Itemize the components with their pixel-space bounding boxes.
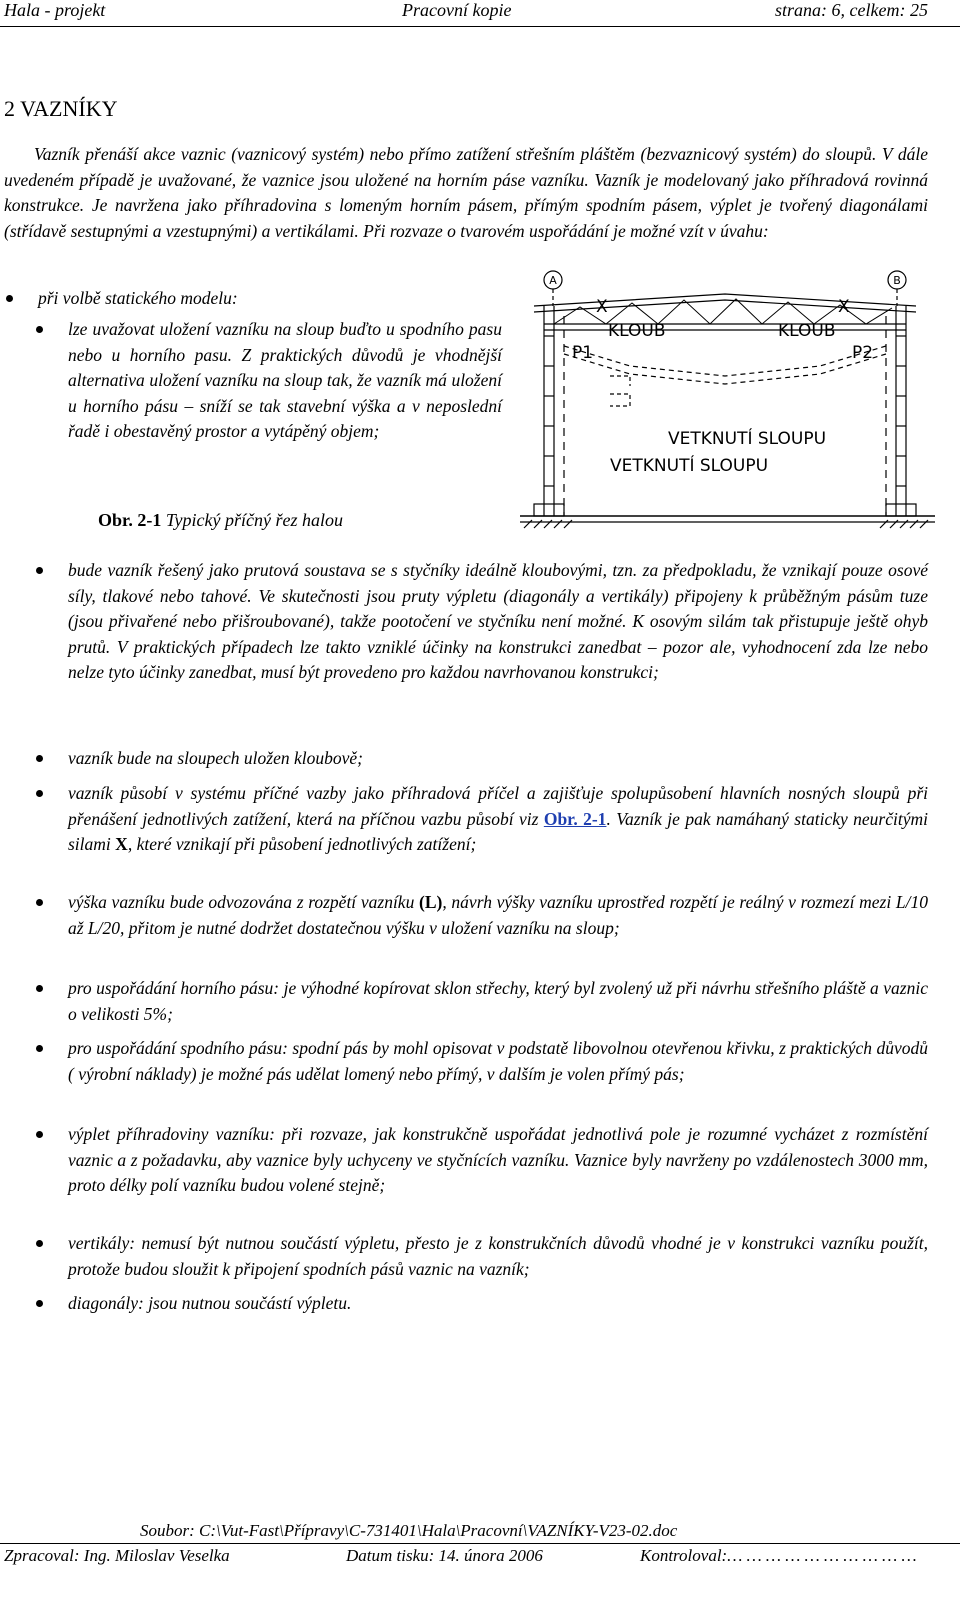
bullet-dot (36, 567, 43, 574)
bullet-truss-height (68, 890, 928, 941)
figure-caption (98, 510, 343, 531)
bullet-truss-model: bude vazník řešený jako prutová soustava se s styčníky ideálně kloubovými, tzn. za předpokladu, že vznikají pouze osové síly, tlakové nebo tahové. Ve skutečnosti jsou pruty výpletu (diagonály a vertikály) připojeny k průběžným pásům tuze (jsou přivařené nebo přišroubované), takže pootočení ve styčníku není možné. K osovým silám tak přistupuje ještě ohyb prutů. V praktických případech lze takto vzniklé účinky na konstrukci zanedbat – pozor ale, vyhodnocení zda lze nebo nelze tyto účinky zanedbat, musí být provedeno pro každou navrhovanou konstrukci; (68, 560, 928, 682)
kloub-right-label: KLOUB (778, 321, 836, 341)
bullet-dot (36, 790, 43, 797)
bullet-hinged: vazník bude na sloupech uložen kloubově; (68, 748, 363, 768)
p1-label: P1 (572, 343, 594, 363)
header-copy: Pracovní kopie (402, 0, 512, 20)
bullet-dot (6, 295, 13, 302)
axis-label-a: A (549, 274, 557, 287)
footer-print-date: Datum tisku: 14. února 2006 (346, 1546, 543, 1565)
bullet-support-text: lze uvažovat uložení vazníku na sloup buďto u spodního pasu nebo u horního pasu. Z praktických důvodů je vhodnější alternativa uložení vazníku na sloup tak, že vazník má uložení u horního pásu – sníží se tak stavební výška a v neposlední řadě i obestavěný prostor a vytápěný objem; (68, 319, 502, 441)
vetknuti-label-2: VETKNUTÍ SLOUPU (610, 456, 769, 476)
bullet-dot (36, 1045, 43, 1052)
bullet-dot (36, 899, 43, 906)
b5-text-post: , návrh výšky vazníku uprostřed rozpětí je reálný v rozmezí mezi L/10 až L/20, přitom je nutné dodržet dostatečnou výšku v uložení vazníku na sloup; (68, 892, 929, 938)
caption-text: Typický příčný řez halou (165, 510, 343, 530)
footer-file-path: Soubor: C:\Vut-Fast\Přípravy\C-731401\Hala\Pracovní\VAZNÍKY-V23-02.doc (140, 1521, 678, 1540)
bullet-dot (36, 985, 43, 992)
header-project: Hala - projekt (4, 0, 106, 20)
caption-label: Obr. 2-1 (98, 510, 162, 530)
bullet-bottom-chord: pro uspořádání spodního pásu: spodní pás by mohl opisovat v podstatě libovolnou otevřenou křivku, z praktických důvodů ( výrobní náklady) je možné pás udělat lomený nebo přímý, v dalším je volen přímý pás; (68, 1038, 928, 1084)
p2-label: P2 (852, 343, 874, 363)
bullet-verticals: vertikály: nemusí být nutnou součástí výpletu, přesto je z konstrukčních důvodů vhodné je v konstrukci vazníku použít, protože budou sloužit k připojení spodních pásů vaznic na vazník; (68, 1233, 928, 1279)
kloub-left-label: KLOUB (608, 321, 666, 341)
section-heading: 2 VAZNÍKY (4, 96, 118, 121)
vetknuti-label-1: VETKNUTÍ SLOUPU (668, 429, 827, 449)
force-x-left: X (596, 297, 608, 317)
bullet-web-layout: výplet příhradoviny vazníku: při rozvaze, jak konstrukčně uspořádat jednotlivá pole je rozumné vycházet z rozmístění vaznic a z požadavku, aby vaznice byly uchyceny ve styčnících vazníku. Vaznice byly navrženy po vzdálenostech 3000 mm, proto délky polí vazníku budou volené stejně; (68, 1124, 928, 1195)
bullet-dot (36, 1300, 43, 1307)
bullet-diagonals: diagonály: jsou nutnou součástí výpletu. (68, 1293, 352, 1313)
force-x-right: X (838, 297, 850, 317)
footer-rule (0, 1543, 960, 1544)
figure-link[interactable]: Obr. 2-1 (543, 808, 607, 829)
intro-paragraph (4, 142, 928, 244)
b5-text-pre: výška vazníku bude odvozována z rozpětí vazníku (68, 892, 415, 912)
b4-text-pre: vazník působí v systému příčné vazby jako příhradová příčel a zajišťuje spolupůsobení hlavních nosných sloupů při přenášení jednotlivých zatížení, která na příčnou vazbu působí viz (68, 783, 928, 829)
footer-checked: Kontroloval:… … … … … … … … … … (640, 1546, 917, 1565)
header-rule (0, 26, 960, 27)
bullet-dot (36, 1240, 43, 1247)
bullet-transverse-system (68, 781, 928, 858)
b4-text-post: , které vznikají při působení jednotlivých zatížení; (127, 834, 477, 854)
axis-label-b: B (893, 274, 901, 287)
force-x-symbol: X (115, 834, 128, 854)
b4-text-mid: . Vazník je pak namáhaný staticky neurčitými silami (68, 808, 928, 854)
bullet-dot (36, 755, 43, 762)
hall-cross-section-figure (520, 266, 935, 546)
footer-author: Zpracoval: Ing. Miloslav Veselka (4, 1546, 230, 1565)
intro-text: Vazník přenáší akce vaznic (vaznicový systém) nebo přímo zatížení střešním pláštěm (bezvaznicový systém) do sloupů. V dále uvedeném případě je uvažované, že vaznice jsou uložené na horním páse vazníku. Vazník je modelovaný jako příhradová rovinná konstrukce. Je navržena jako příhradovina s lomeným horním pásem, přímým spodním pásem, výplet je tvořený diagonálami (střídavě sestupnými a vzestupnými) a vertikálami. Při rozvaze o tvarovém uspořádání je možné vzít v úvahu: (4, 144, 928, 241)
bullet-static-model: při volbě statického modelu: (38, 288, 238, 308)
span-l-symbol: (L) (419, 892, 443, 912)
bullet-dot (36, 1131, 43, 1138)
bullet-dot (36, 326, 43, 333)
bullet-top-chord: pro uspořádání horního pásu: je výhodné kopírovat sklon střechy, který byl zvolený už při návrhu střešního pláště a vaznic o velikosti 5%; (68, 978, 928, 1024)
header-page: strana: 6, celkem: 25 (775, 0, 928, 20)
